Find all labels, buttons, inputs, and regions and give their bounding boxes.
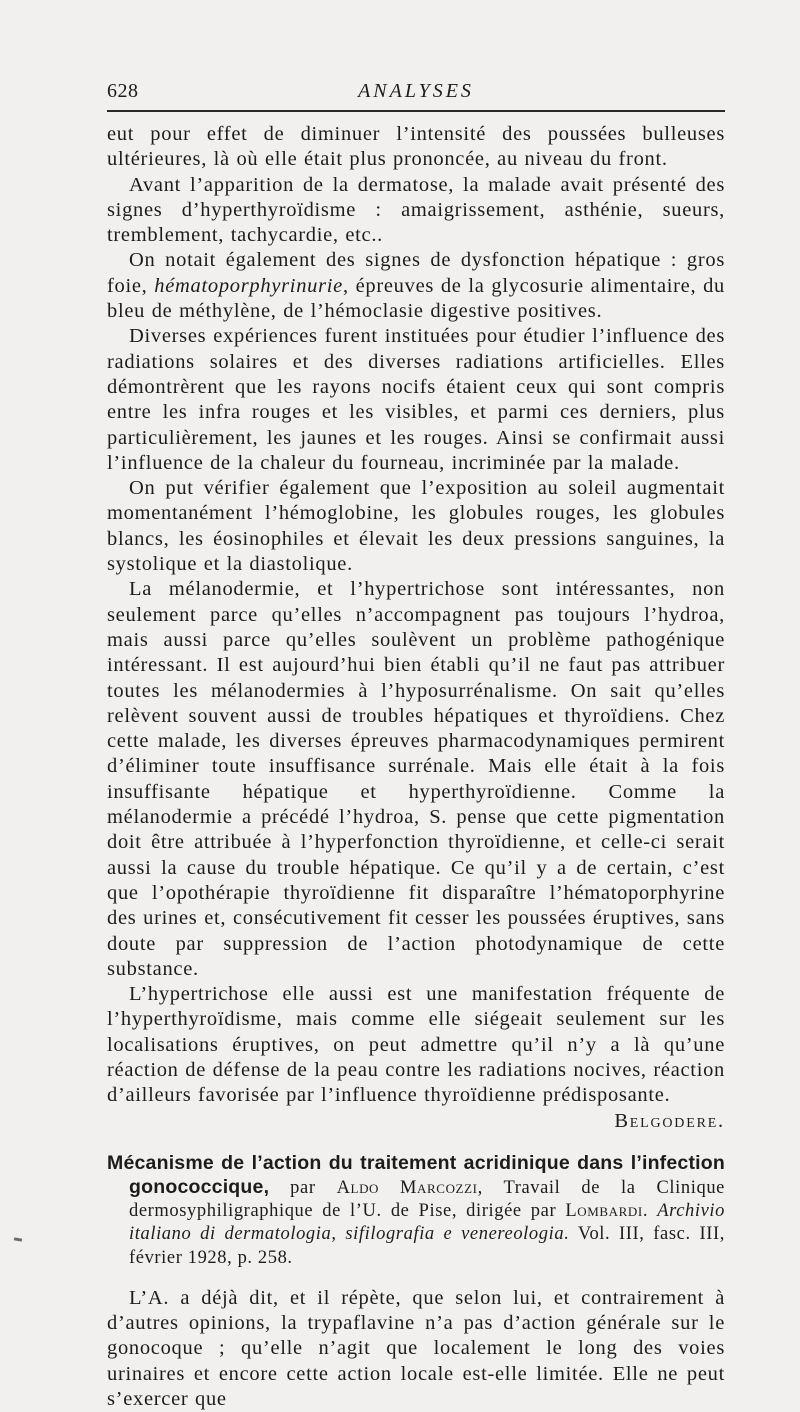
article-continued [107,122,725,1134]
paragraph: On put vérifier également que l’exposition au soleil augmentait momentanément l’hémoglobine, les globules rouges, les globules blancs, les éosinophiles et élevait les deux pressions sanguines, la systolique et la diastolique. [107,477,725,576]
running-head: ANALYSES [358,80,474,102]
abstract-body [107,1286,725,1412]
paragraph: L’A. a déjà dit, et il répète, que selon lui, et contrairement à d’autres opinions, la trypaflavine n’a pas d’action générale sur le gonocoque ; qu’elle n’agit que localement le long des voies urinaires et encore cette action locale est-elle limitée. Elle ne peut s’exercer que [107,1286,725,1411]
author-name: Aldo Marcozzi, [336,1178,483,1199]
page-number: 628 [107,80,139,102]
header-rule [107,110,725,112]
paragraph: La mélanodermie, et l’hypertrichose sont intéressantes, non seulement parce qu’elles n’accompagnent pas toujours l’hydroa, mais aussi parce qu’elles soulèvent un problème pathogénique intéressant. Il est aujourd’hui bien établi qu’il ne faut pas attribuer toutes les mélanodermies à l’hyposurrénalisme. On sait qu’elles relèvent souvent aussi de troubles hépatiques et thyroïdiens. Chez cette malade, les diverses épreuves pharmacodynamiques permirent d’éliminer toute insuffisance surrénale. Mais elle était à la fois insuffisante hépatique et hyperthyroïdienne. Comme la mélanodermie a précédé l’hydroa, S. pense que cette pigmentation doit être attribuée à l’hyperfonction thyroïdienne, et celle-ci serait aussi la cause du trouble hépatique. Ce qu’il y a de certain, c’est que l’opothérapie thyroïdienne fit disparaître l’hématoporphyrine des urines et, consécutivement fit cesser les poussées éruptives, sans doute par suppression de l’action photodynamique de cette substance. [107,578,725,980]
abstract-title: Mécanisme de l’action du traitement acridinique dans l’infection gonococcique, [107,1151,725,1199]
journal-reference: Vol. III, fasc. III, février 1928, p. 258. [129,1224,725,1268]
margin-mark [14,1237,22,1241]
page [107,74,725,1412]
abstract-heading [107,1152,725,1270]
paragraph: Diverses expériences furent instituées pour étudier l’influence des radiations solaires et des diverses radiations artificielles. Elles démontrèrent que les rayons nocifs étaient ceux qui sont compris entre les infra rouges et les visibles, et parmi ces derniers, plus particulièrement, les jaunes et les rouges. Ainsi se confirmait aussi l’influence de la chaleur du fourneau, incriminée par la malade. [107,325,725,474]
paragraph-text: , épreuves de la glycosurie alimentaire, du bleu de méthylène, de l’hémoclasie digestive positives. [107,274,725,323]
page-header [107,74,725,110]
paragraph [107,982,725,1132]
paragraph-text: On notait également des signes de dysfonction hépatique : gros foie, [107,249,725,297]
journal-name: Archivio italiano di dermatologia, sifilografia e venereologia. [129,1201,726,1245]
byline-par: par [290,1178,316,1199]
italic-term: hématoporphyrinurie [154,274,343,297]
author-signature: Belgodere. [614,1109,725,1132]
paragraph: eut pour effet de diminuer l’intensité des poussées bulleuses ultérieures, là où elle était plus prononcée, au niveau du front. [107,123,725,171]
paragraph [107,248,725,324]
paragraph-text: L’hypertrichose elle aussi est une manifestation fréquente de l’hyperthyroïdisme, mais comme elle siégeait seulement sur les localisations éruptives, on peut admettre qu’il n’y a là qu’une réaction de défense de la peau contre les radiations nocives, réaction d’ailleurs favorisée par l’influence thyroïdienne prédisposante. [107,983,725,1107]
affiliation: Travail de la Clinique dermosyphiligraphique de l’U. de Pise, dirigée par [129,1178,725,1222]
paragraph: Avant l’apparition de la dermatose, la malade avait présenté des signes d’hyperthyroïdisme : amaigrissement, asthénie, sueurs, tremblement, tachycardie, etc.. [107,173,725,247]
director-name: Lombardi. [565,1201,649,1222]
